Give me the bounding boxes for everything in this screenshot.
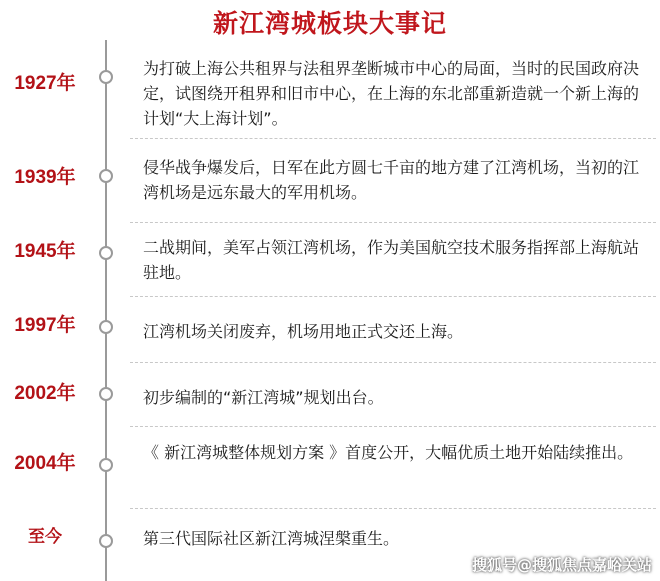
timeline-event-text: 江湾机场关闭废弃，机场用地正式交还上海。 [143,322,464,341]
timeline-divider [130,508,656,509]
timeline-year: 1939年 [14,167,76,188]
timeline-event-text: 二战期间，美军占领江湾机场，作为美国航空技术服务指挥部上海航站驻地。 [143,238,640,282]
watermark: 搜狐号@搜狐焦点嘉峪关站 [471,556,652,574]
timeline-node [99,458,113,472]
timeline-line [105,40,107,581]
timeline-event-text: 第三代国际社区新江湾城涅槃重生。 [143,529,400,548]
timeline-year: 至今 [28,527,62,546]
timeline-divider [130,362,656,363]
timeline-year: 1945年 [14,241,76,262]
page-title: 新江湾城板块大事记 [212,9,447,38]
timeline-event-text: 初步编制的“新江湾城”规划出台。 [143,388,384,407]
timeline-event-text: 为打破上海公共租界与法租界垄断城市中心的局面，当时的民国政府决定，试图绕开租界和旧市中心，在上海的东北部重新造就一个新上海的计划“大上海计划”。 [143,59,640,128]
timeline-node [99,387,113,401]
timeline-year: 2004年 [14,453,76,474]
timeline-divider [130,296,656,297]
timeline-divider [130,138,656,139]
timeline-year: 1927年 [14,73,76,94]
timeline-year: 2002年 [14,383,76,404]
timeline-node [99,534,113,548]
timeline-node [99,169,113,183]
timeline-year: 1997年 [14,315,76,336]
timeline-node [99,320,113,334]
timeline-divider [130,426,656,427]
timeline-node [99,246,113,260]
timeline-node [99,70,113,84]
timeline-divider [130,222,656,223]
timeline-event-text: 《 新江湾城整体规划方案 》首度公开，大幅优质土地开始陆续推出。 [143,443,634,462]
timeline-event-text: 侵华战争爆发后，日军在此方圆七千亩的地方建了江湾机场，当初的江湾机场是远东最大的军用机场。 [143,158,640,202]
